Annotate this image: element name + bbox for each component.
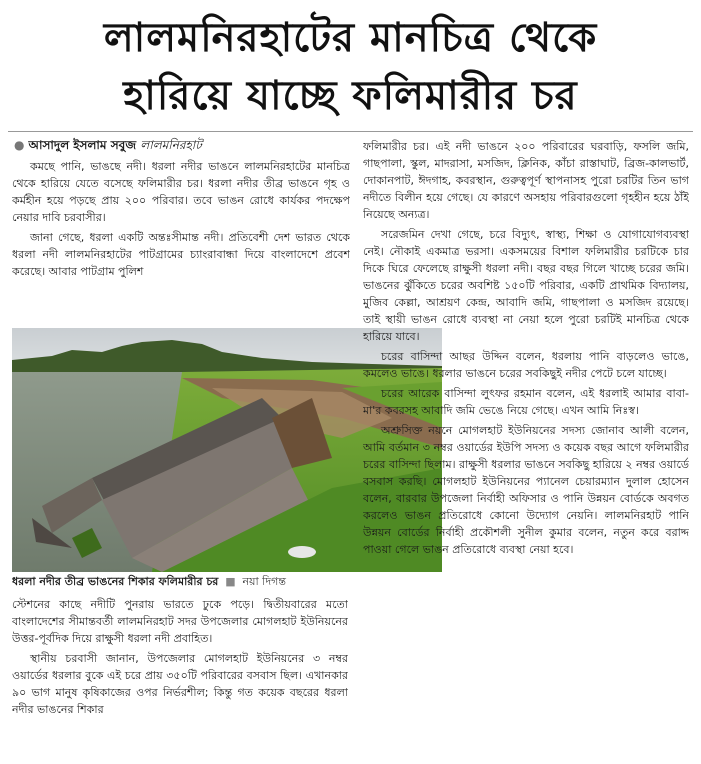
headline-divider: [8, 131, 693, 132]
square-icon: ■: [225, 575, 236, 588]
article-column-right: [363, 138, 689, 758]
paragraph: স্টেশনের কাছে নদীটি পুনরায় ভারতে ঢুকে পড়ে। দ্বিতীয়বারের মতো বাংলাদেশের সীমান্তবর্তী লালমনিরহাট সদর উপজেলার মোগলহাট ইউনিয়নের উত্তর-পূর্বদিক দিয়ে রাক্ষুসী ধরলা নদী প্রবাহিত।: [12, 598, 348, 645]
paragraph: কমছে পানি, ভাঙছে নদী। ধরলা নদীর ভাঙনে লালমনিরহাটের মানচিত্র থেকে হারিয়ে যেতে বসেছে ফলিমারীর চর। ধরলা নদীর তীব্র ভাঙনে গৃহ ও কর্মহীন হয়ে পড়ছে প্রায় ২০০ পরিবার। তবে ভাঙন রোধে কার্যকর পদক্ষেপ নেয়ার দাবি চরবাসীর।: [12, 160, 350, 224]
paragraph: চরের বাসিন্দা আছর উদ্দিন বলেন, ধরলায় পানি বাড়লেও ভাঙে, কমলেও ভাঙে। ধরলার ভাঙনে চরের সবকিছুই নদীর পেটে চলে যাচ্ছে।: [363, 350, 689, 380]
paragraph: সরেজমিন দেখা গেছে, চরে বিদ্যুৎ, স্বাস্থ্য, শিক্ষা ও যোগাযোগব্যবস্থা নেই। নৌকাই একমাত্র ভরসা। একসময়ের বিশাল ফলিমারীর চরটিকে চার দিকে ঘিরে ফেলেছে রাক্ষুসী ধরলা নদী। বছর বছর গিলে খাচ্ছে চরের জমি। ভাঙনের ঝুঁকিতে চরের অবশিষ্ট ১৫০টি পরিবার, একটি প্রাথমিক বিদ্যালয়, মুজিব কেল্লা, আশ্রয়ণ কেন্দ্র, আবাদি জমি, গাছপালা ও মসজিদ রয়েছে। তাই স্থায়ী ভাঙন রোধে ব্যবস্থা না নেয়া হলে পুরো চরটিই মানচিত্র থেকে হারিয়ে যাবে।: [363, 228, 689, 343]
paragraph: চরের আরেক বাসিন্দা লুৎফর রহমান বলেন, এই ধরলাই আমার বাবা-মা'র কবরসহ আবাদি জমি ভেঙে নিয়ে গেছে। এখন আমি নিঃস্ব।: [363, 387, 689, 417]
article-column-left: [12, 158, 350, 328]
byline: [14, 137, 354, 153]
article-column-bottom: [12, 596, 348, 756]
paragraph: অশ্রুসিক্ত নয়নে মোগলহাট ইউনিয়নের সদস্য জোনাব আলী বলেন, আমি বর্তমান ৩ নম্বর ওয়ার্ডের ইউপি সদস্য ও কয়েক বছর আগে ফলিমারীর চরের বাসিন্দা ছিলাম। রাক্ষুসী ধরলার ভাঙনে সবকিছু হারিয়ে ২ নম্বর ওয়ার্ডে বসবাস করছি। মোগলহাট ইউনিয়নের প্যানেল চেয়ারম্যান দুলাল হোসেন বলেন, বারবার উপজেলা নির্বাহী অফিসার ও পানি উন্নয়ন বোর্ডকে অবগত করলেও ভাঙন প্রতিরোধে কোনো উদ্যোগ নেয়নি। লালমনিরহাট পানি উন্নয়ন বোর্ডের নির্বাহী প্রকৌশলী সুনীল কুমার বলেন, নতুন করে বরাদ্দ পাওয়া গেলে ভাঙন প্রতিরোধে ব্যবস্থা নেয়া হবে।: [363, 424, 689, 556]
headline-line-2: হারিয়ে যাচ্ছে ফলিমারীর চর: [123, 73, 578, 119]
paragraph: ফলিমারীর চর। এই নদী ভাঙনে ২০০ পরিবারের ঘরবাড়ি, ফসলি জমি, গাছপালা, স্কুল, মাদরাসা, মসজিদ, ক্লিনিক, কাঁচা রাস্তাঘাট, ব্রিজ-কালভার্ট, দোকানপাট, ঈদগাহ, কবরস্থান, গুরুত্বপূর্ণ স্থাপনাসহ পুরো চরটির তিন ভাগ নদীতে বিলীন হয়ে গেছে। যে কারণে অসহায় পরিবারগুলো গৃহহীন হয়ে ঠাঁই নিয়েছে অন্যত্র।: [363, 140, 689, 221]
paragraph: স্থানীয় চরবাসী জানান, উপজেলার মোগলহাট ইউনিয়নের ৩ নম্বর ওয়ার্ডের ধরলার বুকে এই চরে প্রায় ৩৫০টি পরিবারের বসবাস ছিল। এখানকার ৯০ ভাগ মানুষ কৃষিকাজের ওপর নির্ভরশীল; কিন্তু গত কয়েক বছরের ধরলা নদীর ভাঙনের শিকার: [12, 652, 348, 716]
headline-line-1: লালমনিরহাটের মানচিত্র থেকে: [103, 15, 598, 61]
bullet-icon: ●: [14, 138, 25, 152]
paragraph: জানা গেছে, ধরলা একটি অন্তঃসীমান্ত নদী। প্রতিবেশী দেশ ভারত থেকে ধরলা নদী লালমনিরহাটের পাটগ্রামের চ্যাংরাবান্ধা দিয়ে বাংলাদেশে প্রবেশ করেছে। আবার পাটগ্রাম পুলিশ: [12, 231, 350, 278]
photo-caption-text: ধরলা নদীর তীব্র ভাঙনের শিকার ফলিমারীর চর: [12, 575, 219, 588]
byline-author: আসাদুল ইসলাম সবুজ: [28, 138, 137, 152]
photo-source: নয়া দিগন্ত: [242, 575, 286, 588]
byline-place: লালমনিরহাট: [140, 138, 202, 152]
